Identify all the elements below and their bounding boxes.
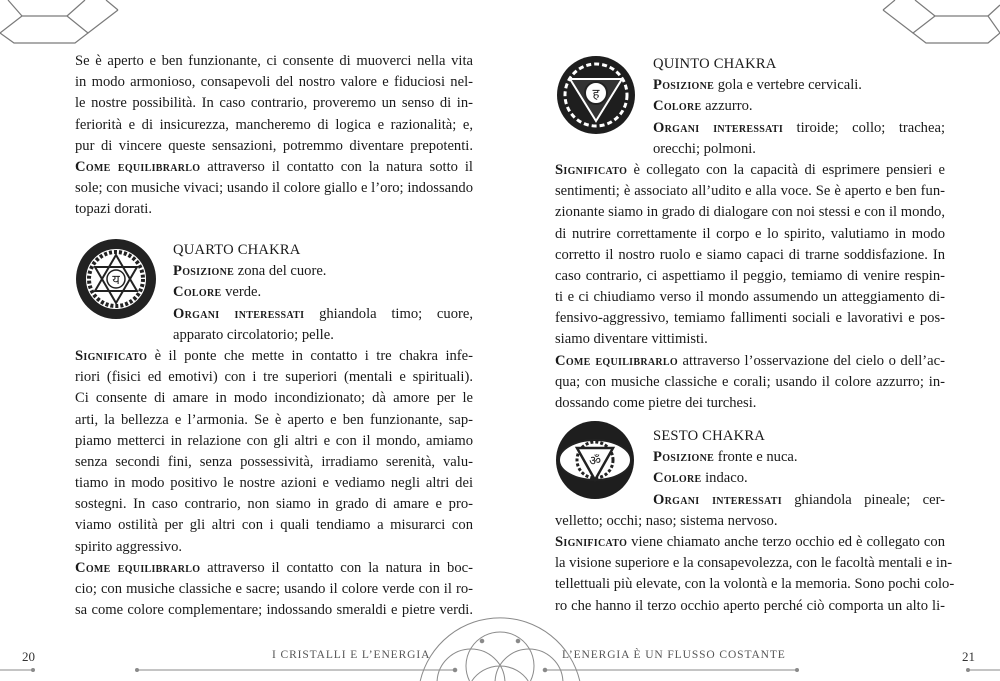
text-line <box>75 199 473 220</box>
line-text: tiroide; collo; trachea; <box>783 119 945 136</box>
text-line <box>653 490 945 511</box>
line-text: sentimenti; è associato all’udito e alla voce. Se è aperto e ben fun- <box>555 183 945 200</box>
text-line <box>555 308 945 329</box>
line-text: corretto il nostro ruolo e siamo capaci di trarne soddisfazione. In <box>555 246 945 263</box>
text-line <box>75 473 473 494</box>
field-label: Organi interessati <box>653 119 784 136</box>
field-label: Posizione <box>173 263 235 280</box>
line-text: dossando come pietre dei turchesi. <box>555 395 757 411</box>
field-label: Posizione <box>653 449 715 466</box>
text-line <box>75 537 473 558</box>
field-label: Significato <box>75 347 148 364</box>
text-line <box>75 136 473 157</box>
text-line <box>653 96 945 117</box>
text-line <box>75 51 473 72</box>
text-line <box>75 558 473 579</box>
line-text: pur di vincere queste sensazioni, potremmo diventare prepotenti. <box>75 137 473 154</box>
field-label: Significato <box>555 533 628 550</box>
text-line <box>75 367 473 388</box>
line-text: zionante siamo in grado di dialogare con noi stessi e con il mondo, <box>555 204 945 221</box>
line-text: arti, la bellezza e l’armonia. Se è aperto e ben funzionante, sap- <box>75 411 473 428</box>
line-text: siamo diventare vittimisti. <box>555 331 708 348</box>
line-text: attraverso il contatto con la natura sotto il <box>200 158 473 175</box>
line-text: è collegato con la capacità di esprimere pensieri e <box>627 161 945 178</box>
text-line <box>555 181 945 202</box>
line-text: feriorità e di insicurezza, mancheremo di logica e razionalità; e, <box>75 116 473 133</box>
line-text: viamo ostilità per gli altri con i quali tendiamo a misurarci con <box>75 517 473 534</box>
line-text: gola e vertebre cervicali. <box>714 77 862 94</box>
line-text: velletto; occhi; naso; sistema nervoso. <box>555 512 778 529</box>
section-heading: QUARTO CHAKRA <box>173 242 301 258</box>
line-text: apparato circolatorio; pelle. <box>173 326 334 343</box>
line-text: piamo metterci in relazione con gli altri e con il mondo, amiamo <box>75 432 473 449</box>
line-text: ro che hanno il terzo occhio aperto perché ciò comporta un alto li- <box>555 597 945 614</box>
line-text: di nutrire correttamente il corpo e lo spirito, valutiamo in modo <box>555 225 945 242</box>
text-line <box>75 410 473 431</box>
line-text: è il ponte che mette in contatto i tre chakra infe- <box>147 347 473 364</box>
hexagon-corner-ornament-left <box>0 0 118 43</box>
text-line <box>75 157 473 178</box>
text-line <box>173 325 473 346</box>
line-text: le nostre possibilità. In caso contrario, proveremo un senso di in- <box>75 95 473 112</box>
quarto-chakra-section <box>75 240 473 621</box>
field-label: Organi interessati <box>653 491 782 508</box>
flower-of-life-ornament <box>420 618 580 681</box>
line-text: caso contrario, ci aspettiamo il peggio, temiamo di venire respin- <box>555 267 945 284</box>
line-text: fensivo-aggressivo, temiamo fallimenti sociali e lavorativi e pos- <box>555 310 945 327</box>
text-line <box>555 574 955 595</box>
sesto-chakra-section <box>555 426 955 617</box>
text-line <box>555 287 945 308</box>
text-line <box>75 452 473 473</box>
field-label: Colore <box>653 98 702 115</box>
page-number-right: 21 <box>962 649 975 664</box>
field-label: Come equilibrarlo <box>75 158 201 175</box>
text-line <box>75 515 473 536</box>
line-text: attraverso l’osservazione del cielo o dell’ac- <box>677 352 945 369</box>
line-text: in modo armonioso, consapevoli del nostro valore e fiduciosi nel- <box>75 74 473 91</box>
text-line <box>555 224 945 245</box>
left-intro-paragraph <box>75 51 473 221</box>
text-line <box>555 511 945 532</box>
line-text: Se è aperto e ben funzionante, ci consente di muoverci nella vita <box>75 53 473 69</box>
field-label: Significato <box>555 161 628 178</box>
text-line <box>75 388 473 409</box>
text-line <box>555 266 945 287</box>
line-text: ti e ci chiudiamo verso il mondo assumendo un atteggiamento di- <box>555 289 945 306</box>
text-line <box>173 304 473 325</box>
text-line <box>75 579 473 600</box>
running-head-right: L’ENERGIA È UN FLUSSO COSTANTE <box>562 649 786 661</box>
line-text: tellettuali più elevate, con la volontà e la memoria. Sono pochi colo- <box>555 576 955 593</box>
field-label: Colore <box>653 470 702 487</box>
text-line <box>75 93 473 114</box>
text-line <box>653 447 945 468</box>
text-line <box>75 346 473 367</box>
line-text: sostegni. In caso contrario, non siamo in grado di amare e pro- <box>75 496 473 513</box>
line-text: ghiandola timo; cuore, <box>304 305 473 322</box>
text-line <box>555 160 945 181</box>
line-text: zona del cuore. <box>234 263 327 280</box>
page-number-left: 20 <box>22 649 35 664</box>
line-text: azzurro. <box>701 98 753 115</box>
line-text: viene chiamato anche terzo occhio ed è collegato con <box>627 533 945 550</box>
line-text: sole; con musiche vivaci; usando il colore giallo e l’oro; indossando <box>75 180 473 197</box>
field-label: Come equilibrarlo <box>555 352 678 369</box>
svg-text:ॐ: ॐ <box>589 454 601 469</box>
field-label: Come equilibrarlo <box>75 559 201 576</box>
line-text: verde. <box>221 284 262 301</box>
line-text: topazi dorati. <box>75 201 152 218</box>
text-line <box>75 431 473 452</box>
text-line <box>75 600 473 621</box>
line-text: tiamo in modo positivo le nostre azioni e vediamo negli altri dei <box>75 475 473 492</box>
text-line <box>75 72 473 93</box>
line-text: la visione superiore e la consapevolezza, con le facoltà mentali e in- <box>555 555 953 572</box>
line-text: qua; con musiche classiche e corali; usando il colore azzurro; in- <box>555 373 945 390</box>
text-line <box>75 178 473 199</box>
line-text: ghiandola pineale; cer- <box>781 491 945 508</box>
line-text: orecchi; polmoni. <box>653 140 756 157</box>
svg-text:य: य <box>112 273 120 288</box>
text-line <box>173 282 473 303</box>
field-label: Organi interessati <box>173 305 305 322</box>
line-text: spirito aggressivo. <box>75 538 183 555</box>
line-text: sa come colore complementare; indossando smeraldi e pietre verdi. <box>75 602 473 619</box>
line-text: senza secondi fini, senza possessività, irradiamo serenità, valu- <box>75 453 473 470</box>
text-line <box>653 75 945 96</box>
line-text: attraverso il contatto con la natura in boc- <box>200 559 473 576</box>
text-line <box>75 494 473 515</box>
text-line <box>555 372 945 393</box>
field-label: Colore <box>173 284 222 301</box>
text-line <box>555 329 945 350</box>
svg-text:ह: ह <box>592 87 600 102</box>
section-heading: QUINTO CHAKRA <box>653 56 777 72</box>
text-line <box>653 139 945 160</box>
footer-rules <box>0 669 1000 672</box>
section-heading: SESTO CHAKRA <box>653 428 766 444</box>
line-text: indaco. <box>701 470 748 487</box>
hexagon-corner-ornament-right <box>883 0 1000 43</box>
text-line <box>555 532 945 553</box>
text-line <box>653 118 945 139</box>
text-line <box>555 351 945 372</box>
text-line <box>555 393 945 414</box>
text-line <box>555 245 945 266</box>
text-line <box>555 202 945 223</box>
line-text: fronte e nuca. <box>714 449 798 466</box>
text-line <box>555 553 953 574</box>
line-text: cio; con musiche classiche e sacre; usando il colore verde con il ro- <box>75 581 473 597</box>
text-line <box>173 261 473 282</box>
text-line <box>653 468 945 489</box>
quinto-chakra-section <box>555 54 945 414</box>
field-label: Posizione <box>653 77 715 94</box>
running-head-left: I CRISTALLI E L’ENERGIA <box>272 649 431 661</box>
text-line <box>75 115 473 136</box>
text-line <box>555 596 945 617</box>
line-text: riori (fisici ed emotivi) con i tre superiori (mentali e spirituali). <box>75 369 473 386</box>
line-text: Ci consente di amare in modo incondizionato; dà amore per le <box>75 390 473 407</box>
